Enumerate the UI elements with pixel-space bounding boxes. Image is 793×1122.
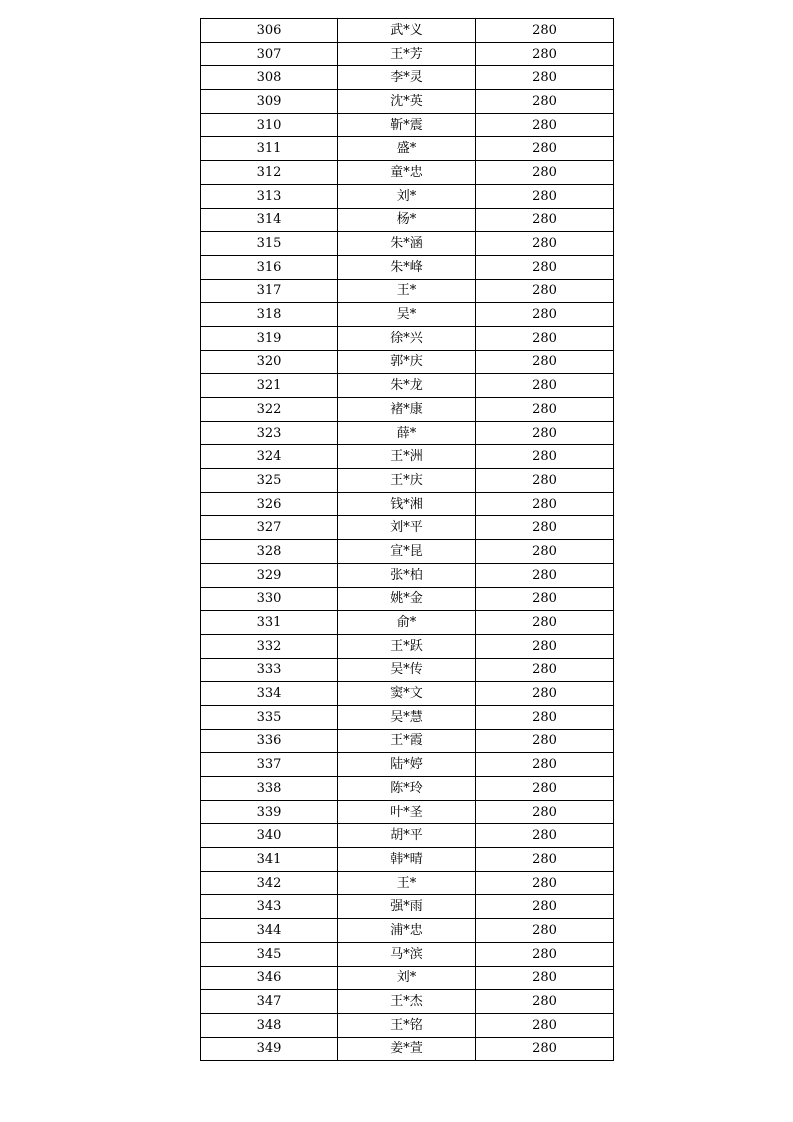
amount-cell: 280 — [476, 161, 614, 185]
table-row — [201, 42, 614, 66]
amount-cell: 280 — [476, 19, 614, 43]
row-number-cell: 347 — [201, 990, 338, 1014]
row-number-cell: 345 — [201, 942, 338, 966]
row-number-cell: 332 — [201, 634, 338, 658]
data-table-container — [200, 18, 613, 1061]
name-cell: 窦*文 — [338, 682, 476, 706]
amount-cell: 280 — [476, 1013, 614, 1037]
row-number-cell: 328 — [201, 540, 338, 564]
table-row — [201, 1037, 614, 1061]
row-number-cell: 321 — [201, 374, 338, 398]
name-cell: 宣*昆 — [338, 540, 476, 564]
name-cell: 浦*忠 — [338, 919, 476, 943]
name-cell: 陆*婷 — [338, 753, 476, 777]
name-cell: 王*铭 — [338, 1013, 476, 1037]
table-body — [201, 19, 614, 1061]
table-row — [201, 469, 614, 493]
row-number-cell: 314 — [201, 208, 338, 232]
amount-cell: 280 — [476, 326, 614, 350]
amount-cell: 280 — [476, 777, 614, 801]
row-number-cell: 318 — [201, 303, 338, 327]
amount-cell: 280 — [476, 255, 614, 279]
table-row — [201, 824, 614, 848]
amount-cell: 280 — [476, 824, 614, 848]
table-row — [201, 587, 614, 611]
row-number-cell: 307 — [201, 42, 338, 66]
row-number-cell: 348 — [201, 1013, 338, 1037]
row-number-cell: 330 — [201, 587, 338, 611]
table-row — [201, 19, 614, 43]
amount-cell: 280 — [476, 42, 614, 66]
amount-cell: 280 — [476, 942, 614, 966]
table-row — [201, 184, 614, 208]
row-number-cell: 322 — [201, 398, 338, 422]
name-cell: 童*忠 — [338, 161, 476, 185]
row-number-cell: 311 — [201, 137, 338, 161]
amount-cell: 280 — [476, 634, 614, 658]
table-row — [201, 161, 614, 185]
amount-cell: 280 — [476, 1037, 614, 1061]
name-cell: 武*义 — [338, 19, 476, 43]
name-cell: 薛* — [338, 421, 476, 445]
table-row — [201, 658, 614, 682]
amount-cell: 280 — [476, 279, 614, 303]
amount-cell: 280 — [476, 90, 614, 114]
amount-cell: 280 — [476, 208, 614, 232]
table-row — [201, 445, 614, 469]
table-row — [201, 90, 614, 114]
amount-cell: 280 — [476, 753, 614, 777]
name-cell: 王*杰 — [338, 990, 476, 1014]
name-cell: 钱*湘 — [338, 492, 476, 516]
table-row — [201, 611, 614, 635]
amount-cell: 280 — [476, 469, 614, 493]
amount-cell: 280 — [476, 374, 614, 398]
row-number-cell: 325 — [201, 469, 338, 493]
amount-cell: 280 — [476, 184, 614, 208]
row-number-cell: 320 — [201, 350, 338, 374]
row-number-cell: 310 — [201, 113, 338, 137]
row-number-cell: 341 — [201, 848, 338, 872]
row-number-cell: 349 — [201, 1037, 338, 1061]
amount-cell: 280 — [476, 540, 614, 564]
row-number-cell: 339 — [201, 800, 338, 824]
name-cell: 王*芳 — [338, 42, 476, 66]
table-row — [201, 374, 614, 398]
name-cell: 姚*金 — [338, 587, 476, 611]
table-row — [201, 350, 614, 374]
table-row — [201, 682, 614, 706]
amount-cell: 280 — [476, 66, 614, 90]
amount-cell: 280 — [476, 990, 614, 1014]
name-cell: 姜*萱 — [338, 1037, 476, 1061]
amount-cell: 280 — [476, 137, 614, 161]
name-cell: 胡*平 — [338, 824, 476, 848]
name-cell: 强*雨 — [338, 895, 476, 919]
name-cell: 杨* — [338, 208, 476, 232]
row-number-cell: 306 — [201, 19, 338, 43]
amount-cell: 280 — [476, 919, 614, 943]
row-number-cell: 340 — [201, 824, 338, 848]
amount-cell: 280 — [476, 421, 614, 445]
amount-cell: 280 — [476, 350, 614, 374]
amount-cell: 280 — [476, 729, 614, 753]
amount-cell: 280 — [476, 611, 614, 635]
name-cell: 朱*涵 — [338, 232, 476, 256]
row-number-cell: 308 — [201, 66, 338, 90]
row-number-cell: 337 — [201, 753, 338, 777]
table-row — [201, 255, 614, 279]
table-row — [201, 398, 614, 422]
row-number-cell: 346 — [201, 966, 338, 990]
table-row — [201, 326, 614, 350]
name-cell: 沈*英 — [338, 90, 476, 114]
table-row — [201, 113, 614, 137]
amount-cell: 280 — [476, 587, 614, 611]
table-row — [201, 516, 614, 540]
row-number-cell: 327 — [201, 516, 338, 540]
name-cell: 王*霞 — [338, 729, 476, 753]
row-number-cell: 315 — [201, 232, 338, 256]
row-number-cell: 312 — [201, 161, 338, 185]
table-row — [201, 966, 614, 990]
table-row — [201, 919, 614, 943]
table-row — [201, 208, 614, 232]
name-cell: 张*柏 — [338, 563, 476, 587]
name-cell: 马*滨 — [338, 942, 476, 966]
row-number-cell: 329 — [201, 563, 338, 587]
table-row — [201, 563, 614, 587]
row-number-cell: 313 — [201, 184, 338, 208]
name-cell: 刘*平 — [338, 516, 476, 540]
amount-cell: 280 — [476, 895, 614, 919]
row-number-cell: 316 — [201, 255, 338, 279]
name-cell: 盛* — [338, 137, 476, 161]
table-row — [201, 729, 614, 753]
table-row — [201, 800, 614, 824]
amount-cell: 280 — [476, 705, 614, 729]
row-number-cell: 335 — [201, 705, 338, 729]
name-cell: 王*庆 — [338, 469, 476, 493]
table-row — [201, 232, 614, 256]
row-number-cell: 342 — [201, 871, 338, 895]
amount-cell: 280 — [476, 800, 614, 824]
row-number-cell: 309 — [201, 90, 338, 114]
name-cell: 朱*峰 — [338, 255, 476, 279]
table-row — [201, 303, 614, 327]
name-cell: 吴*传 — [338, 658, 476, 682]
amount-cell: 280 — [476, 871, 614, 895]
row-number-cell: 331 — [201, 611, 338, 635]
table-row — [201, 1013, 614, 1037]
row-number-cell: 344 — [201, 919, 338, 943]
table-row — [201, 942, 614, 966]
name-cell: 刘* — [338, 966, 476, 990]
amount-cell: 280 — [476, 232, 614, 256]
amount-cell: 280 — [476, 303, 614, 327]
table-row — [201, 421, 614, 445]
name-cell: 王*洲 — [338, 445, 476, 469]
name-cell: 韩*晴 — [338, 848, 476, 872]
name-cell: 吴*慧 — [338, 705, 476, 729]
table-row — [201, 895, 614, 919]
amount-cell: 280 — [476, 848, 614, 872]
name-cell: 王* — [338, 279, 476, 303]
table-row — [201, 990, 614, 1014]
amount-cell: 280 — [476, 113, 614, 137]
name-cell: 褚*康 — [338, 398, 476, 422]
name-cell: 陈*玲 — [338, 777, 476, 801]
amount-cell: 280 — [476, 563, 614, 587]
row-number-cell: 323 — [201, 421, 338, 445]
amount-cell: 280 — [476, 516, 614, 540]
row-number-cell: 319 — [201, 326, 338, 350]
row-number-cell: 334 — [201, 682, 338, 706]
table-row — [201, 66, 614, 90]
amount-cell: 280 — [476, 445, 614, 469]
data-table — [200, 18, 614, 1061]
name-cell: 徐*兴 — [338, 326, 476, 350]
name-cell: 俞* — [338, 611, 476, 635]
amount-cell: 280 — [476, 658, 614, 682]
row-number-cell: 333 — [201, 658, 338, 682]
table-row — [201, 705, 614, 729]
name-cell: 靳*震 — [338, 113, 476, 137]
row-number-cell: 338 — [201, 777, 338, 801]
row-number-cell: 317 — [201, 279, 338, 303]
amount-cell: 280 — [476, 398, 614, 422]
row-number-cell: 336 — [201, 729, 338, 753]
row-number-cell: 326 — [201, 492, 338, 516]
amount-cell: 280 — [476, 966, 614, 990]
name-cell: 王*跃 — [338, 634, 476, 658]
name-cell: 郭*庆 — [338, 350, 476, 374]
name-cell: 吴* — [338, 303, 476, 327]
row-number-cell: 343 — [201, 895, 338, 919]
name-cell: 李*灵 — [338, 66, 476, 90]
amount-cell: 280 — [476, 492, 614, 516]
amount-cell: 280 — [476, 682, 614, 706]
table-row — [201, 634, 614, 658]
name-cell: 朱*龙 — [338, 374, 476, 398]
name-cell: 王* — [338, 871, 476, 895]
table-row — [201, 871, 614, 895]
table-row — [201, 279, 614, 303]
table-row — [201, 137, 614, 161]
name-cell: 刘* — [338, 184, 476, 208]
table-row — [201, 492, 614, 516]
table-row — [201, 753, 614, 777]
table-row — [201, 540, 614, 564]
table-row — [201, 777, 614, 801]
row-number-cell: 324 — [201, 445, 338, 469]
table-row — [201, 848, 614, 872]
name-cell: 叶*圣 — [338, 800, 476, 824]
